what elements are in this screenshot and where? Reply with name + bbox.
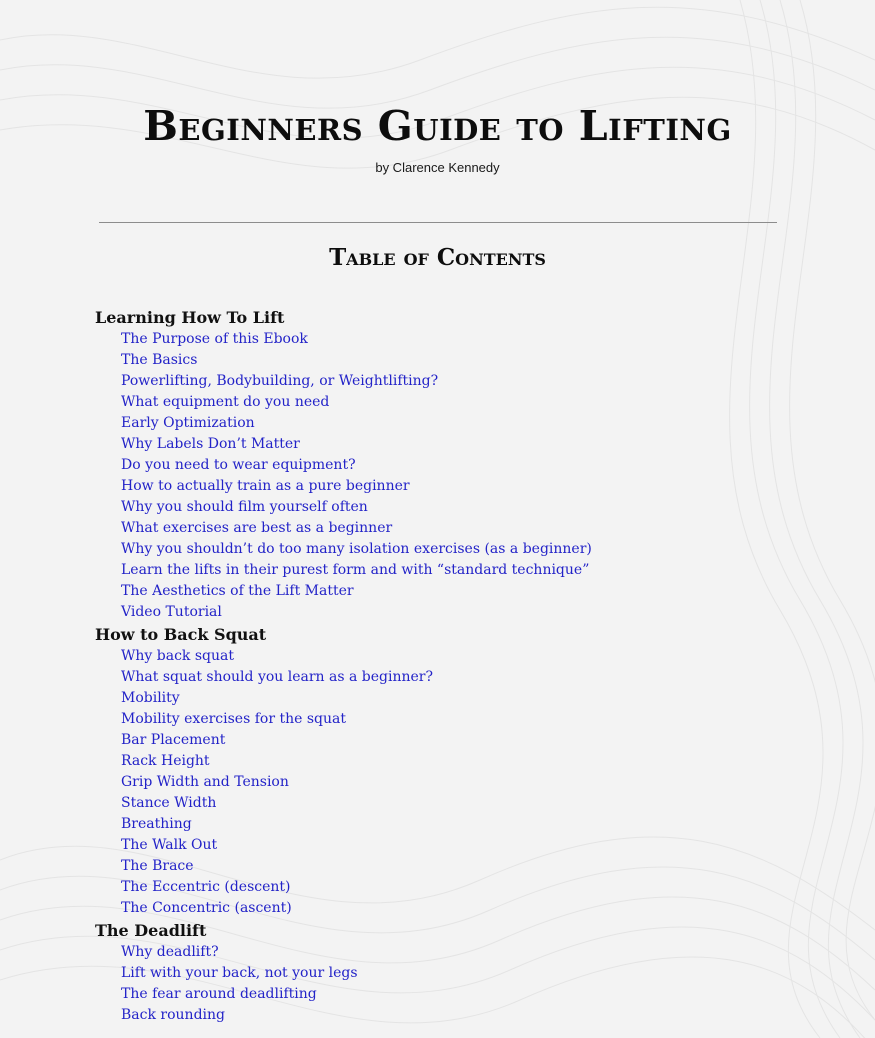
toc-link[interactable]: The Aesthetics of the Lift Matter [121, 583, 354, 599]
toc-section-title: The Deadlift [95, 921, 207, 940]
toc-heading: Table of Contents [329, 244, 546, 271]
toc-section-learning-how-to-lift [95, 306, 795, 623]
toc-link[interactable]: Early Optimization [121, 415, 255, 431]
toc-section-items [95, 942, 795, 1026]
title-divider [99, 222, 777, 223]
toc-section-items [95, 646, 795, 919]
toc-link[interactable]: Why you shouldn’t do too many isolation exercises (as a beginner) [121, 541, 592, 557]
toc-link[interactable]: The Eccentric (descent) [121, 879, 291, 895]
toc-link[interactable]: Do you need to wear equipment? [121, 457, 356, 473]
toc-link[interactable]: Video Tutorial [121, 604, 222, 620]
toc-link[interactable]: The fear around deadlifting [121, 986, 317, 1002]
toc-link[interactable]: Powerlifting, Bodybuilding, or Weightlifting? [121, 373, 439, 389]
table-of-contents [95, 306, 795, 1026]
toc-link[interactable]: Grip Width and Tension [121, 774, 289, 790]
toc-link[interactable]: The Concentric (ascent) [121, 900, 292, 916]
toc-link[interactable]: Rack Height [121, 753, 210, 769]
book-title: Beginners Guide to Lifting [143, 102, 732, 150]
toc-link[interactable]: Why Labels Don’t Matter [121, 436, 300, 452]
toc-link[interactable]: Breathing [121, 816, 192, 832]
toc-link[interactable]: The Basics [121, 352, 198, 368]
toc-link[interactable]: What squat should you learn as a beginner? [121, 669, 434, 685]
toc-link[interactable]: Lift with your back, not your legs [121, 965, 358, 981]
toc-link[interactable]: Stance Width [121, 795, 217, 811]
toc-link[interactable]: Mobility [121, 690, 180, 706]
toc-link[interactable]: What equipment do you need [121, 394, 330, 410]
toc-section-title: How to Back Squat [95, 625, 267, 644]
toc-link[interactable]: Back rounding [121, 1007, 225, 1023]
toc-link[interactable]: Mobility exercises for the squat [121, 711, 346, 727]
toc-link[interactable]: Why you should film yourself often [121, 499, 368, 515]
toc-link[interactable]: What exercises are best as a beginner [121, 520, 393, 536]
toc-link[interactable]: Bar Placement [121, 732, 226, 748]
author-byline: by Clarence Kennedy [375, 160, 500, 175]
toc-link[interactable]: How to actually train as a pure beginner [121, 478, 410, 494]
toc-section-items [95, 329, 795, 623]
toc-section-title: Learning How To Lift [95, 308, 285, 327]
toc-link[interactable]: Why back squat [121, 648, 234, 664]
toc-link[interactable]: Learn the lifts in their purest form and with “standard technique” [121, 562, 590, 578]
toc-link[interactable]: The Walk Out [121, 837, 218, 853]
toc-link[interactable]: The Purpose of this Ebook [121, 331, 308, 347]
toc-section-how-to-back-squat [95, 623, 795, 919]
toc-link[interactable]: The Brace [121, 858, 194, 874]
toc-section-the-deadlift [95, 919, 795, 1026]
toc-link[interactable]: Why deadlift? [121, 944, 219, 960]
